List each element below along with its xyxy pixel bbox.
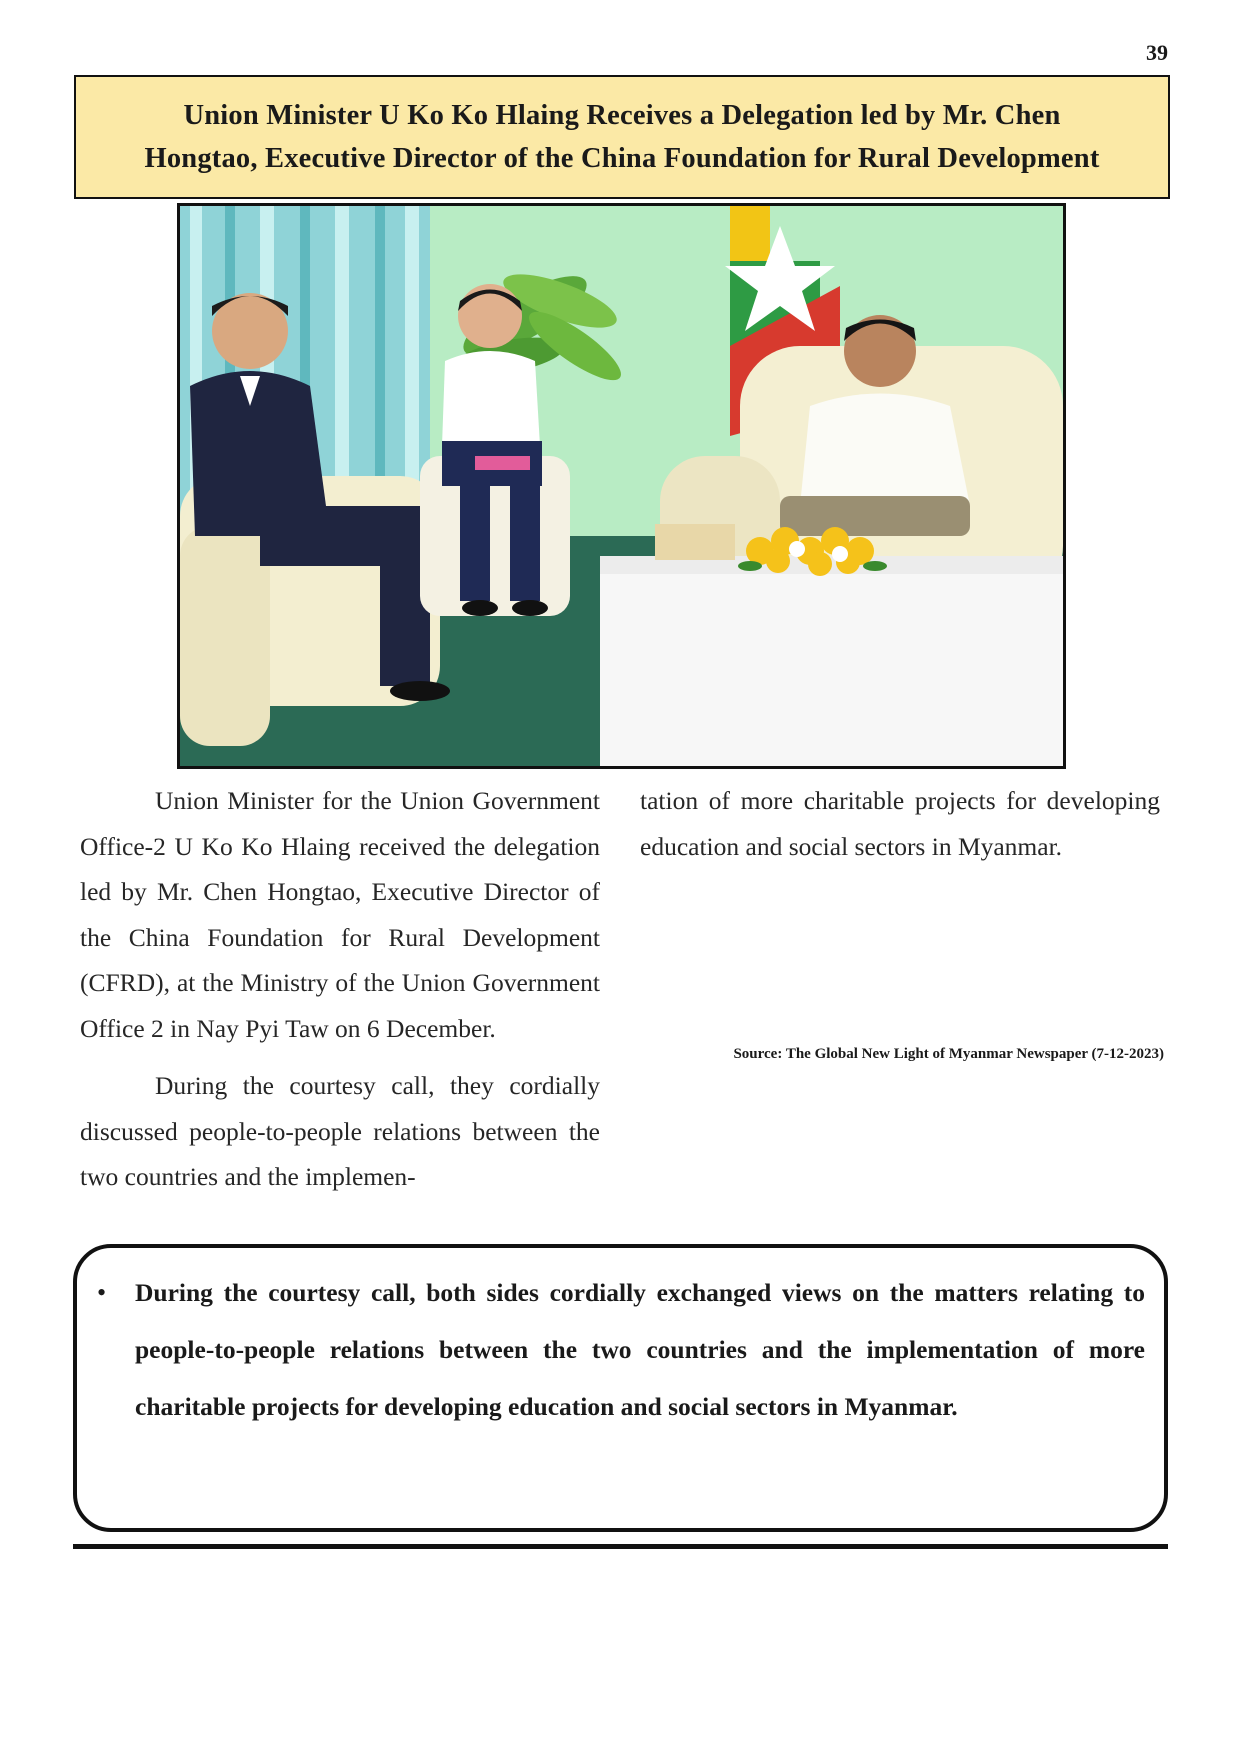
table-with-flowers: [600, 524, 1063, 766]
article-column-right: [640, 778, 1160, 869]
source-credit: Source: The Global New Light of Myanmar Newspaper (7-12-2023): [733, 1046, 1164, 1062]
headline-line-2: Hongtao, Executive Director of the China Foundation for Rural Development: [144, 143, 1100, 174]
headline-box: [74, 75, 1170, 199]
bullet-icon: •: [97, 1278, 107, 1307]
article-paragraph-3: tation of more charitable projects for developing education and social sectors in Myanmar.: [640, 786, 1160, 861]
headline: [144, 94, 1099, 180]
page-number: 39: [1146, 40, 1168, 65]
highlight-item: During the courtesy call, both sides cordially exchanged views on the matters relating to people-to-people relations between the two countries and the implementation of more charitable projects for developing education and social sectors in Myanmar.: [135, 1278, 1145, 1421]
bottom-divider: [73, 1544, 1168, 1549]
article-column-left: [80, 778, 600, 1200]
meeting-photo: [177, 203, 1066, 769]
highlight-box: [73, 1244, 1168, 1532]
headline-line-1: Union Minister U Ko Ko Hlaing Receives a Delegation led by Mr. Chen: [183, 100, 1061, 131]
article-paragraph-1: Union Minister for the Union Government Office-2 U Ko Ko Hlaing received the delegation led by Mr. Chen Hongtao, Executive Director of the China Foundation for Rural Development (CFRD), at the Ministry of the Union Government Office 2 in Nay Pyi Taw on 6 December.: [80, 786, 600, 1043]
article-paragraph-2: During the courtesy call, they cordially discussed people-to-people relations between the two countries and the implemen-: [80, 1071, 600, 1191]
